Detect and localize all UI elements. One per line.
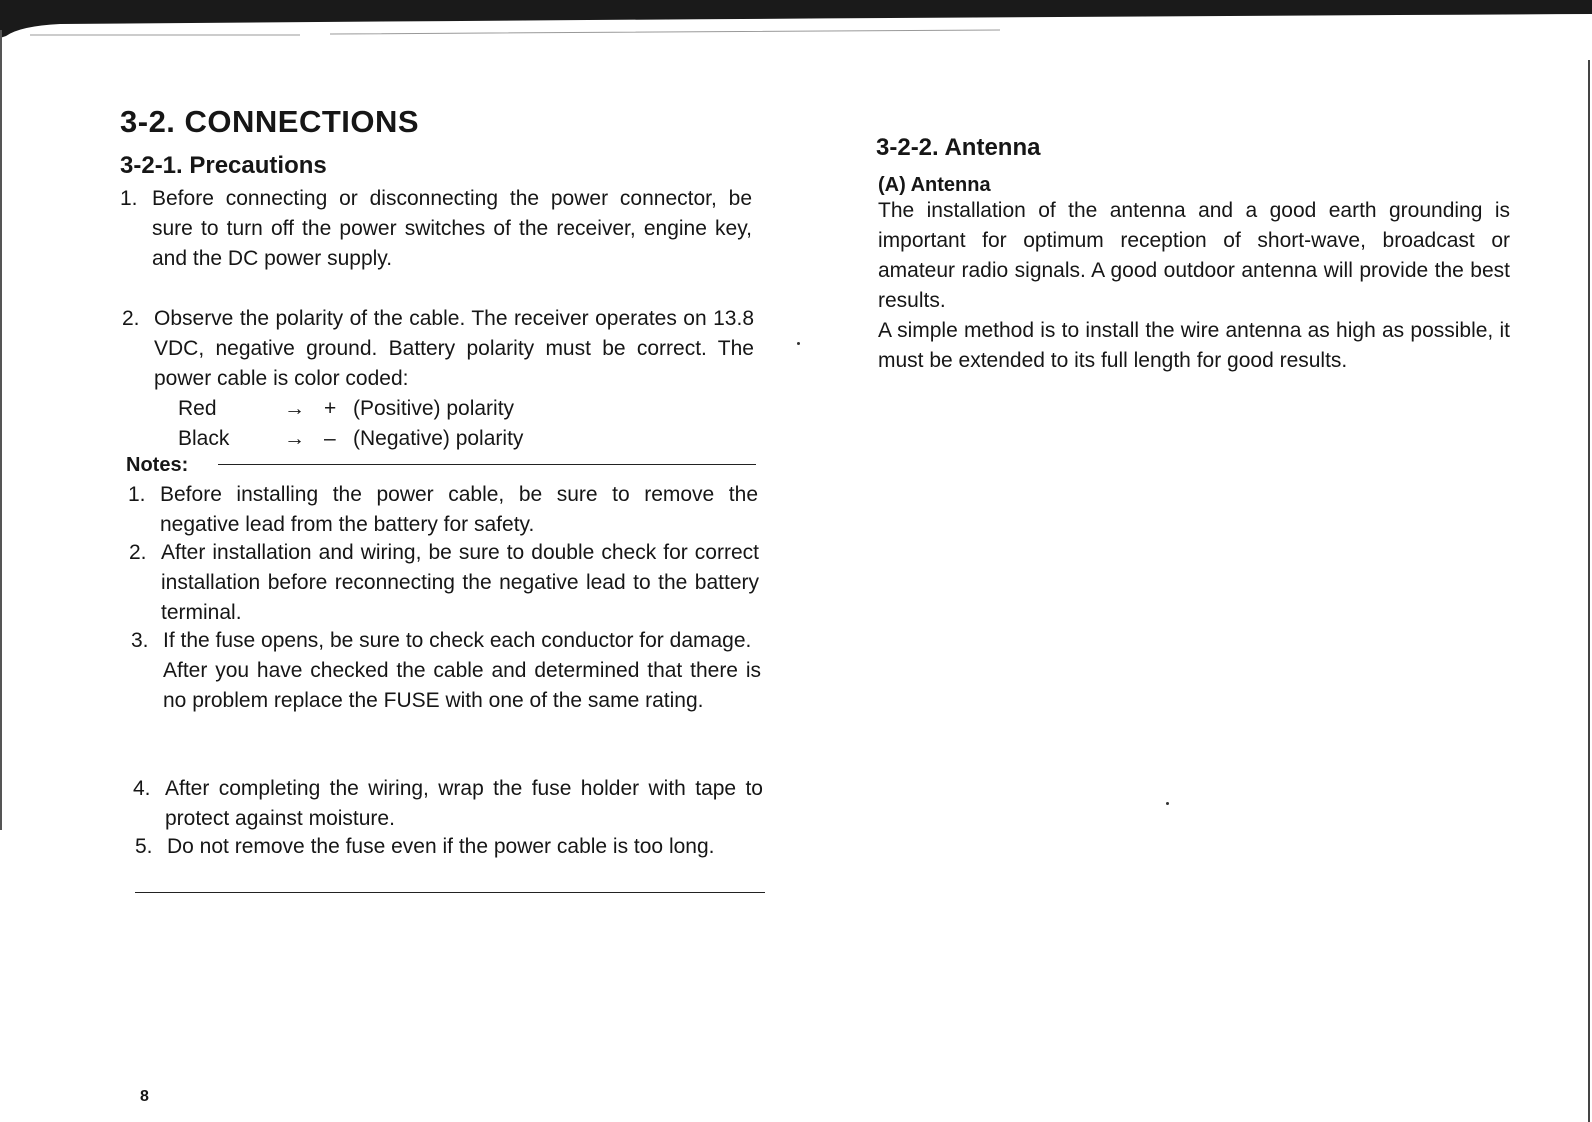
scan-page-curl [0, 8, 1592, 38]
note-text: After completing the wiring, wrap the fuse holder with tape to protect against moisture. [165, 777, 763, 830]
notes-label: Notes: [126, 454, 189, 476]
precaution-item [122, 304, 754, 394]
polarity-sign: – [324, 427, 336, 450]
page-number: 8 [140, 1088, 149, 1105]
scan-left-edge [0, 30, 2, 830]
precaution-text: Observe the polarity of the cable. The receiver operates on 13.8 VDC, negative ground. Battery polarity must be correct. The power cable is color coded: [154, 307, 754, 390]
polarity-color: Red [178, 397, 217, 420]
polarity-label: (Positive) polarity [353, 397, 515, 420]
section-title: 3-2. CONNECTIONS [120, 104, 420, 139]
note-number: 2. [129, 541, 147, 564]
note-item [131, 626, 761, 716]
polarity-row-red [178, 394, 578, 424]
scan-speck [797, 342, 800, 345]
note-text: Before installing the power cable, be sure to remove the negative lead from the battery for safety. [160, 483, 758, 536]
antenna-subtitle: (A) Antenna [878, 174, 991, 196]
arrow-icon: → [284, 427, 305, 450]
polarity-label: (Negative) polarity [353, 427, 524, 450]
precaution-text: Before connecting or disconnecting the power connector, be sure to turn off the power switches of the receiver, engine key, and the DC power supply. [152, 187, 752, 270]
note-item [129, 538, 759, 628]
notes-top-rule [218, 464, 756, 465]
note-text: After installation and wiring, be sure to double check for correct installation before reconnecting the negative lead to the battery terminal. [161, 541, 759, 624]
antenna-paragraph: The installation of the antenna and a good earth grounding is important for optimum reception of short-wave, broadcast or amateur radio signals. A good outdoor antenna will provide the best results. [878, 199, 1510, 312]
polarity-sign: + [324, 397, 337, 420]
precautions-title: 3-2-1. Precautions [120, 152, 327, 179]
note-item [133, 774, 763, 834]
polarity-row-black [178, 424, 578, 454]
note-number: 3. [131, 629, 149, 652]
note-number: 1. [128, 483, 146, 506]
arrow-icon: → [284, 397, 305, 420]
notes-bottom-rule [135, 892, 765, 893]
antenna-body [878, 196, 1510, 376]
polarity-color: Black [178, 427, 230, 450]
note-text: Do not remove the fuse even if the power cable is too long. [167, 835, 715, 858]
scan-speck [1166, 802, 1169, 805]
scan-right-edge [1588, 60, 1590, 1122]
note-item [128, 480, 758, 540]
precaution-number: 2. [122, 307, 140, 330]
note-text-continued: After you have checked the cable and determined that there is no problem replace the FUSE with one of the same rating. [163, 659, 761, 712]
precaution-number: 1. [120, 187, 138, 210]
note-text: If the fuse opens, be sure to check each conductor for damage. [163, 629, 752, 652]
antenna-paragraph: A simple method is to install the wire antenna as high as possible, it must be extended to its full length for good results. [878, 319, 1510, 372]
note-number: 4. [133, 777, 151, 800]
precaution-item [120, 184, 752, 274]
note-item [135, 832, 765, 862]
antenna-title: 3-2-2. Antenna [876, 134, 1041, 161]
note-number: 5. [135, 835, 153, 858]
